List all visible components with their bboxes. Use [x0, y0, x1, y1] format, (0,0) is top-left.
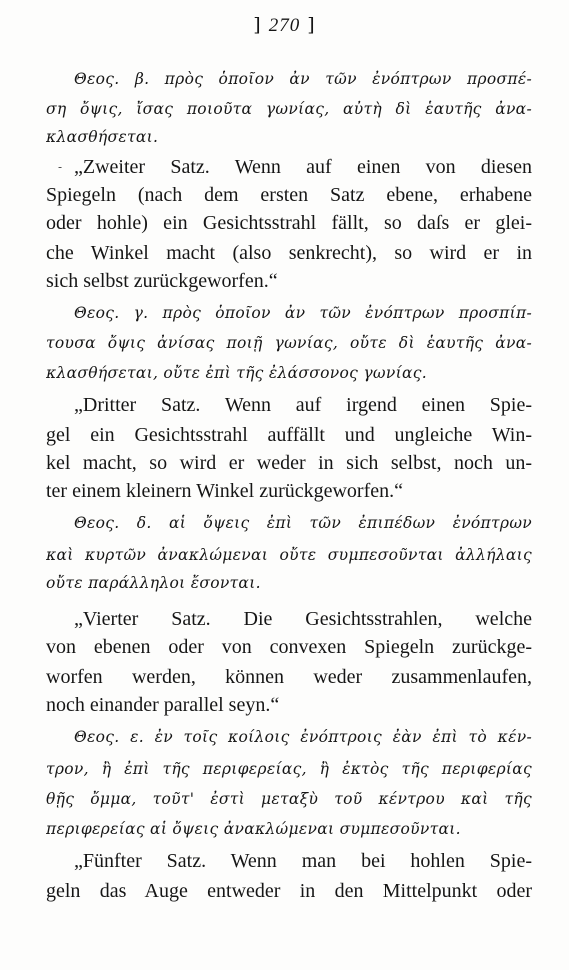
- greek-text-line: κλασθήσεται.: [46, 128, 159, 146]
- german-text-line: gel ein Gesichtsstrahl auffällt und ungleiche Win-: [46, 424, 532, 446]
- page-number: 270: [268, 15, 301, 36]
- german-text-line: „Zweiter Satz. Wenn auf einen von diesen: [74, 156, 532, 178]
- greek-text-line: οὔτε παράλληλοι ἔσονται.: [46, 574, 261, 592]
- german-text-line: oder hohle) ein Gesichtsstrahl fällt, so daſs er glei-: [46, 212, 532, 234]
- german-text-line: ter einem kleinern Winkel zurückgeworfen.“: [46, 480, 404, 502]
- greek-text-line: Θεος. ε. ἐν τοῖς κοίλοις ἐνόπτροις ἐὰν ἐπὶ τὸ κέν-: [74, 728, 532, 746]
- german-text-line: che Winkel macht (also senkrecht), so wird er in: [46, 242, 532, 264]
- header-bracket-right: ]: [307, 14, 316, 36]
- greek-text-line: Θεος. γ. πρὸς ὁποῖον ἀν τῶν ἐνόπτρων προσπίπ-: [74, 304, 532, 322]
- german-text-line: Spiegeln (nach dem ersten Satz ebene, erhabene: [46, 184, 532, 206]
- header-bracket-left: ]: [253, 14, 262, 36]
- greek-text-line: τρον, ἢ ἐπὶ τῆς περιφερείας, ἢ ἐκτὸς τῆς περιφερίας: [46, 760, 532, 778]
- german-text-line: von ebenen oder von convexen Spiegeln zurückge-: [46, 636, 532, 658]
- german-text-line: „Fünfter Satz. Wenn man bei hohlen Spie-: [74, 850, 532, 872]
- greek-text-line: θῇς ὄμμα, τοῦτ' ἐστὶ μεταξὺ τοῦ κέντρου καὶ τῆς: [46, 790, 532, 808]
- german-text-line: kel macht, so wird er weder in sich selbst, noch un-: [46, 452, 532, 474]
- margin-mark: -: [58, 160, 63, 174]
- german-text-line: „Vierter Satz. Die Gesichtsstrahlen, welche: [74, 608, 532, 630]
- greek-text-line: κλασθήσεται, οὔτε ἐπὶ τῆς ἐλάσσονος γωνίας.: [46, 364, 427, 382]
- page-header: [0, 14, 569, 37]
- german-text-line: sich selbst zurückgeworfen.“: [46, 270, 278, 292]
- greek-text-line: Θεος. δ. αἱ ὄψεις ἐπὶ τῶν ἐπιπέδων ἐνόπτρων: [74, 514, 532, 532]
- german-text-line: worfen werden, können weder zusammenlaufen,: [46, 666, 532, 688]
- greek-text-line: Θεος. β. πρὸς ὁποῖον ἀν τῶν ἐνόπτρων προσπέ-: [74, 70, 532, 88]
- greek-text-line: ση ὄψις, ἴσας ποιοῦτα γωνίας, αὐτὴ δὶ ἑαυτῆς ἀνα-: [46, 100, 532, 118]
- greek-text-line: καὶ κυρτῶν ἀνακλώμεναι οὔτε συμπεσοῦνται ἀλλήλαις: [46, 546, 532, 564]
- german-text-line: geln das Auge entweder in den Mittelpunkt oder: [46, 880, 532, 902]
- greek-text-line: περιφερείας αἱ ὄψεις ἀνακλώμεναι συμπεσοῦνται.: [46, 820, 461, 838]
- german-text-line: „Dritter Satz. Wenn auf irgend einen Spie-: [74, 394, 532, 416]
- greek-text-line: τουσα ὄψις ἀνίσας ποιῇ γωνίας, οὔτε δὶ ἑαυτῆς ἀνα-: [46, 334, 532, 352]
- german-text-line: noch einander parallel seyn.“: [46, 694, 280, 716]
